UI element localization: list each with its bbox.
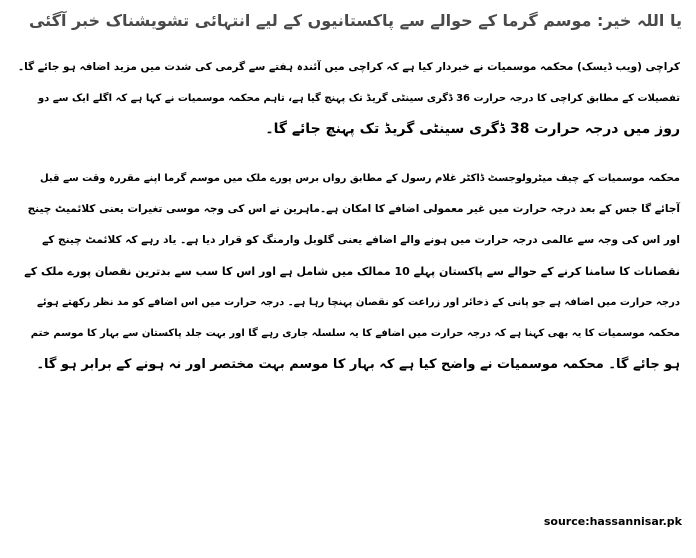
paragraph-1 [16,52,680,145]
headline: یا اللہ خیر: موسم گرما کے حوالے سے پاکستانیوں کے لیے انتہائی تشویشناک خبر آگئی [28,11,682,30]
paragraph-spacer [16,145,680,163]
paragraph-2 [16,163,680,380]
paragraph-line: محکمہ موسمیات کا یہ بھی کہنا ہے کہ درجہ حرارت میں اضافے کا یہ سلسلہ جاری رہے گا اور بہت جلد پاکستان سے بہار کا موسم ختم [30,328,680,339]
paragraph-line: درجہ حرارت میں اضافہ ہے جو پانی کے ذخائر اور زراعت کو نقصان پہنچا رہا ہے۔ درجہ حرارت میں اس اضافے کو مد نظر رکھتے ہوئے [36,297,680,308]
paragraph-line: روز میں درجہ حرارت 38 ڈگری سینٹی گریڈ تک پہنچ جائے گا۔ [265,121,680,137]
paragraph-line: کراچی (ویب ڈیسک) محکمہ موسمیات نے خبردار کیا ہے کہ کراچی میں آئندہ ہفتے سے گرمی کی شدت میں مزید اضافہ ہو جائے گا۔ [17,61,680,73]
paragraph-line: آجائے گا جس کے بعد درجہ حرارت میں غیر معمولی اضافے کا امکان ہے۔ماہرین نے اس کی وجہ موسی تغیرات یعنی کلائمیٹ چینج [27,203,680,215]
paragraph-line: تفصیلات کے مطابق کراچی کا درجہ حرارت 36 ڈگری سینٹی گریڈ تک پہنچ گیا ہے، تاہم محکمہ موسمیات نے کہا ہے کہ اگلے ایک سے دو [37,93,680,104]
paragraph-line: اور اس کی وجہ سے عالمی درجہ حرارت میں ہونے والے اضافے یعنی گلوبل وارمنگ کو قرار دیا ہے۔ یاد رہے کہ کلائمٹ چینج کے [42,234,680,246]
article-body [16,52,680,380]
paragraph-line: محکمہ موسمیات کے چیف میٹرولوجسٹ ڈاکٹر غلام رسول کے مطابق رواں برس پورے ملک میں موسم گرما اپنے مقررہ وقت سے قبل [39,173,680,184]
source-credit: source:hassannisar.pk [543,515,682,528]
paragraph-line: نقصانات کا سامنا کرنے کے حوالے سے پاکستان پہلے 10 ممالک میں شامل ہے اور اس کا سب سے بدترین نقصان پورے ملک کے [24,265,680,278]
paragraph-line: ہو جائے گا۔ محکمہ موسمیات نے واضح کیا ہے کہ بہار کا موسم بہت مختصر اور نہ ہونے کے برابر ہو گا۔ [36,357,680,372]
